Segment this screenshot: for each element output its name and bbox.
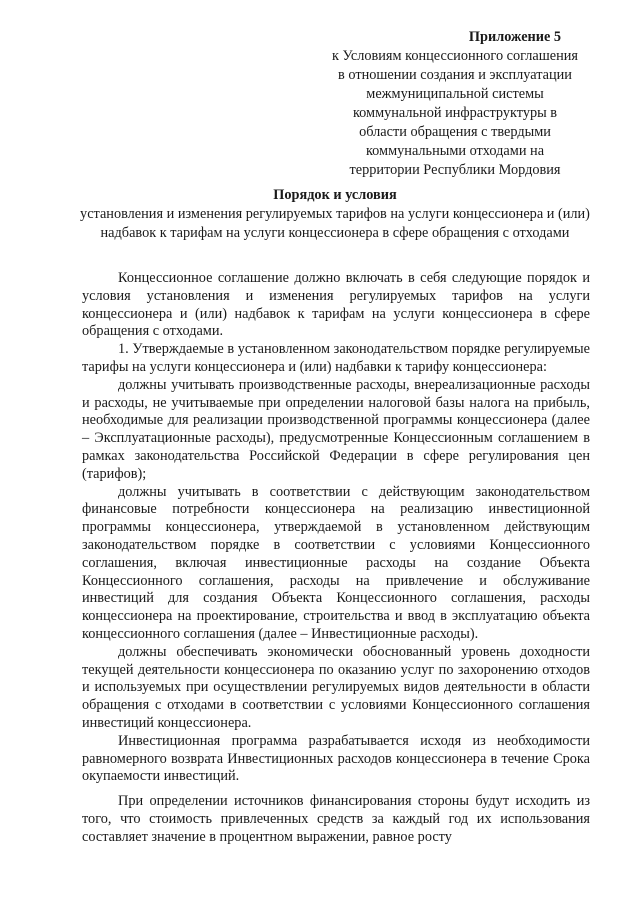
appendix-line: коммунальными отходами на bbox=[365, 143, 545, 159]
appendix-line: в отношении создания и эксплуатации bbox=[338, 67, 572, 83]
paragraph: должны учитывать производственные расходы, внереализационные расходы и расходы, не учитываемые при определении налоговой базы налога на прибыль, необходимые для реализации производственной программы концессионера (далее – Эксплуатационные расходы), предусмотренные Концессионным соглашением в рамках законодательства Российской Федерации в сфере регулирования цен (тарифов); bbox=[82, 376, 590, 482]
appendix-line: межмуниципальной системы bbox=[366, 86, 544, 102]
title-heading: Порядок и условия bbox=[273, 187, 397, 203]
document-body bbox=[82, 270, 590, 847]
paragraph: Инвестиционная программа разрабатывается исходя из необходимости равномерного возврата Инвестиционных расходов концессионера в течение Срока окупаемости инвестиций. bbox=[82, 732, 590, 785]
paragraph: 1. Утверждаемые в установленном законодательством порядке регулируемые тарифы на услуги концессионера и (или) надбавки к тарифу концессионера: bbox=[82, 341, 590, 375]
appendix-line: территории Республики Мордовия bbox=[349, 162, 561, 178]
appendix-line: коммунальной инфраструктуры в bbox=[352, 105, 558, 121]
paragraph: При определении источников финансирования стороны будут исходить из того, что стоимость привлеченных средств за каждый год их использования составляет значение в процентном выражении, равное росту bbox=[82, 793, 590, 845]
paragraph: Концессионное соглашение должно включать в себя следующие порядок и условия установления и изменения регулируемых тарифов на услуги концессионера и (или) надбавок к тарифам на услуги концессионера в сфере обращения с отходами. bbox=[82, 270, 590, 340]
title-subtitle: установления и изменения регулируемых тарифов на услуги концессионера и (или) надбавок к тарифам на услуги концессионера в сфере обращения с отходами bbox=[80, 206, 590, 241]
appendix-header bbox=[300, 28, 610, 180]
paragraph: должны обеспечивать экономически обоснованный уровень доходности текущей деятельности концессионера по оказанию услуг по захоронению отходов и используемых при осуществлении регулируемых видов деятельности в области обращения с отходами в соответствии с условиями Концессионного соглашения инвестиций концессионера. bbox=[82, 643, 590, 731]
appendix-line: области обращения с твердыми bbox=[359, 124, 551, 140]
paragraph: должны учитывать в соответствии с действующим законодательством финансовые потребности концессионера на реализацию инвестиционной программы концессионера, утверждаемой в установленном действующим законодательством порядке в соответствии с условиями Концессионного соглашения, включая инвестиционные расходы на создание Объекта Концессионного соглашения, расходы на привлечение и обслуживание инвестиций для создания Объекта Концессионного соглашения, расходы концессионера на проектирование, строительства и ввод в эксплуатацию объекта концессионного соглашения (далее – Инвестиционные расходы). bbox=[82, 483, 590, 642]
appendix-number: Приложение 5 bbox=[468, 29, 562, 45]
document-title bbox=[70, 186, 600, 243]
appendix-line: к Условиям концессионного соглашения bbox=[331, 48, 579, 64]
